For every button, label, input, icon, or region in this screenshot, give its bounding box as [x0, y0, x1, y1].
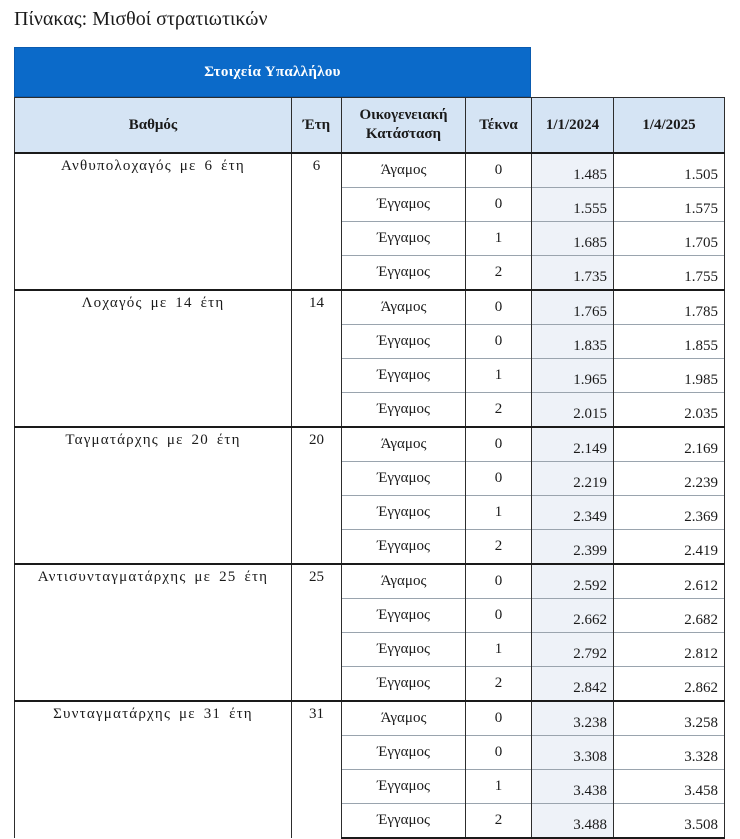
salary-2025-cell: 2.812 [614, 633, 725, 667]
salary-2025-cell: 3.458 [614, 770, 725, 804]
salary-2024-cell: 2.349 [532, 496, 614, 530]
family-status-cell: Άγαμος [342, 701, 466, 736]
salary-2025-cell: 1.705 [614, 222, 725, 256]
rank-cell: Αντισυνταγματάρχης με 25 έτη [15, 564, 292, 701]
salary-2024-cell: 2.015 [532, 393, 614, 428]
children-cell: 0 [466, 427, 532, 462]
children-cell: 1 [466, 359, 532, 393]
table-row [15, 564, 725, 599]
children-cell: 1 [466, 496, 532, 530]
salary-2025-cell: 2.862 [614, 667, 725, 702]
salary-2024-cell: 1.735 [532, 256, 614, 291]
table-header-row [15, 98, 725, 154]
family-status-cell: Άγαμος [342, 153, 466, 188]
children-cell: 0 [466, 701, 532, 736]
header-years: Έτη [292, 98, 342, 154]
children-cell: 1 [466, 633, 532, 667]
family-status-cell: Έγγαμος [342, 633, 466, 667]
salary-2025-cell: 2.612 [614, 564, 725, 599]
salary-2024-cell: 3.438 [532, 770, 614, 804]
salary-2025-cell: 2.169 [614, 427, 725, 462]
table-body [15, 153, 725, 838]
family-status-cell: Έγγαμος [342, 462, 466, 496]
rank-cell: Συνταγματάρχης με 31 έτη [15, 701, 292, 838]
table-row [15, 153, 725, 188]
header-rank: Βαθμός [15, 98, 292, 154]
salary-2024-cell: 1.965 [532, 359, 614, 393]
table-row [15, 701, 725, 736]
salary-2025-cell: 1.985 [614, 359, 725, 393]
family-status-cell: Έγγαμος [342, 736, 466, 770]
years-cell: 6 [292, 153, 342, 290]
family-status-cell: Έγγαμος [342, 188, 466, 222]
salary-2024-cell: 2.792 [532, 633, 614, 667]
children-cell: 0 [466, 290, 532, 325]
children-cell: 1 [466, 770, 532, 804]
salary-2025-cell: 1.755 [614, 256, 725, 291]
header-children: Τέκνα [466, 98, 532, 154]
children-cell: 0 [466, 462, 532, 496]
children-cell: 0 [466, 564, 532, 599]
children-cell: 2 [466, 393, 532, 428]
banner-label: Στοιχεία Υπαλλήλου [204, 63, 341, 80]
children-cell: 1 [466, 222, 532, 256]
family-status-cell: Έγγαμος [342, 667, 466, 702]
salary-2024-cell: 2.399 [532, 530, 614, 565]
family-status-cell: Άγαμος [342, 564, 466, 599]
family-status-cell: Έγγαμος [342, 804, 466, 839]
family-status-cell: Έγγαμος [342, 530, 466, 565]
family-status-cell: Άγαμος [342, 290, 466, 325]
children-cell: 0 [466, 153, 532, 188]
salary-2024-cell: 3.238 [532, 701, 614, 736]
salary-2024-cell: 1.835 [532, 325, 614, 359]
salary-2024-cell: 3.308 [532, 736, 614, 770]
children-cell: 0 [466, 736, 532, 770]
children-cell: 2 [466, 256, 532, 291]
salary-2024-cell: 1.765 [532, 290, 614, 325]
salary-2024-cell: 2.592 [532, 564, 614, 599]
salary-2025-cell: 1.505 [614, 153, 725, 188]
family-status-cell: Έγγαμος [342, 256, 466, 291]
children-cell: 0 [466, 188, 532, 222]
rank-cell: Ταγματάρχης με 20 έτη [15, 427, 292, 564]
salary-2025-cell: 2.239 [614, 462, 725, 496]
salary-2025-cell: 2.369 [614, 496, 725, 530]
family-status-cell: Έγγαμος [342, 325, 466, 359]
header-family-status: Οικογενειακή Κατάσταση [342, 98, 466, 154]
family-status-cell: Έγγαμος [342, 222, 466, 256]
salary-2025-cell: 2.419 [614, 530, 725, 565]
years-cell: 25 [292, 564, 342, 701]
salary-2025-cell: 1.785 [614, 290, 725, 325]
salary-2024-cell: 2.149 [532, 427, 614, 462]
children-cell: 0 [466, 599, 532, 633]
page-title: Πίνακας: Μισθοί στρατιωτικών [14, 8, 268, 30]
salary-2024-cell: 1.685 [532, 222, 614, 256]
family-status-cell: Έγγαμος [342, 496, 466, 530]
salary-2024-cell: 2.842 [532, 667, 614, 702]
salary-2025-cell: 1.575 [614, 188, 725, 222]
salary-2025-cell: 3.258 [614, 701, 725, 736]
salary-2025-cell: 3.508 [614, 804, 725, 839]
years-cell: 20 [292, 427, 342, 564]
table-row [15, 427, 725, 462]
table-banner [14, 47, 531, 97]
salary-table [14, 97, 725, 839]
family-status-cell: Έγγαμος [342, 393, 466, 428]
family-status-cell: Έγγαμος [342, 599, 466, 633]
salary-2024-cell: 2.662 [532, 599, 614, 633]
children-cell: 2 [466, 804, 532, 839]
salary-2025-cell: 2.682 [614, 599, 725, 633]
rank-cell: Ανθυπολοχαγός με 6 έτη [15, 153, 292, 290]
children-cell: 2 [466, 667, 532, 702]
salary-2025-cell: 1.855 [614, 325, 725, 359]
children-cell: 0 [466, 325, 532, 359]
salary-2024-cell: 3.488 [532, 804, 614, 839]
children-cell: 2 [466, 530, 532, 565]
years-cell: 14 [292, 290, 342, 427]
salary-2025-cell: 2.035 [614, 393, 725, 428]
header-date-2024: 1/1/2024 [532, 98, 614, 154]
salary-2024-cell: 1.555 [532, 188, 614, 222]
salary-2025-cell: 3.328 [614, 736, 725, 770]
family-status-cell: Έγγαμος [342, 359, 466, 393]
family-status-cell: Άγαμος [342, 427, 466, 462]
rank-cell: Λοχαγός με 14 έτη [15, 290, 292, 427]
table-row [15, 290, 725, 325]
family-status-cell: Έγγαμος [342, 770, 466, 804]
years-cell: 31 [292, 701, 342, 838]
header-date-2025: 1/4/2025 [614, 98, 725, 154]
salary-2024-cell: 2.219 [532, 462, 614, 496]
salary-2024-cell: 1.485 [532, 153, 614, 188]
